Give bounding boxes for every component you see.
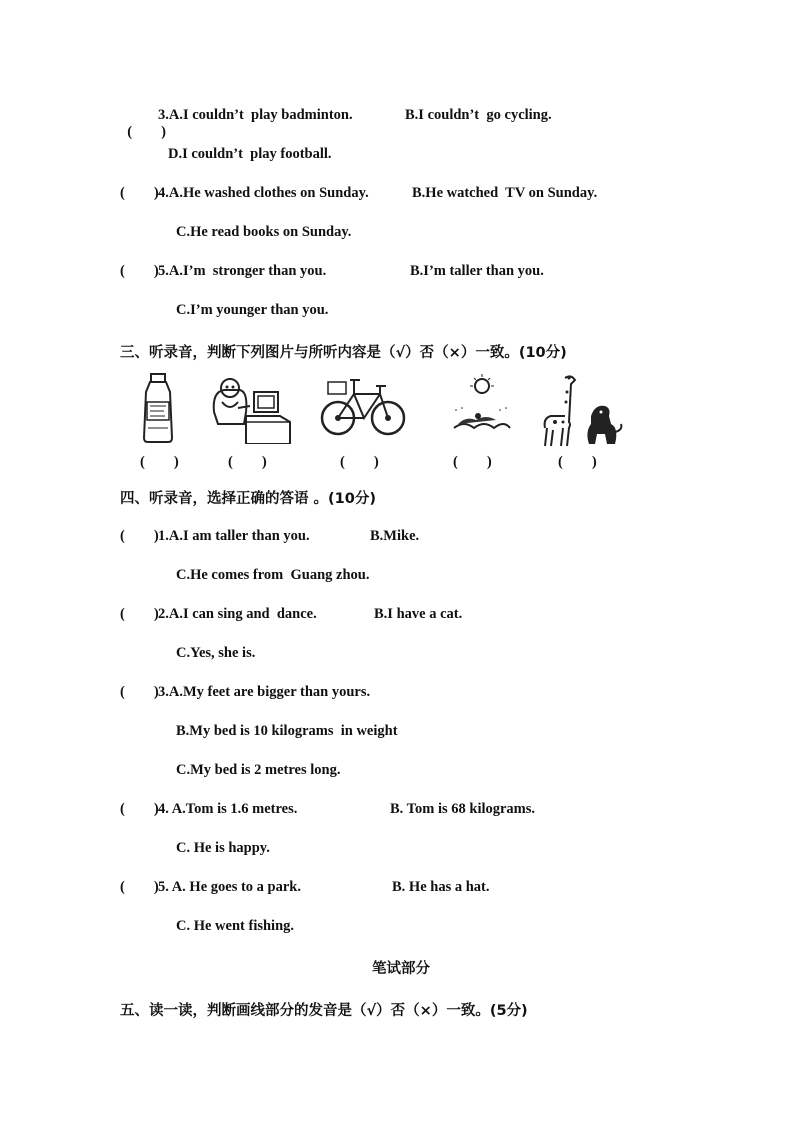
answer-paren[interactable]: ( ) <box>120 879 159 895</box>
q3-option-d: D.I couldn’t play football. <box>168 146 332 162</box>
answer-paren[interactable]: ( ) <box>340 454 379 470</box>
q5-option-a: 5.A.I’m stronger than you. <box>158 263 327 279</box>
answer-paren[interactable]: ( ) <box>120 684 159 700</box>
answer-paren[interactable]: ( ) <box>120 801 159 817</box>
answer-paren[interactable]: ( ) <box>120 263 159 279</box>
s4-q5-option-a: 5. A. He goes to a park. <box>158 879 301 895</box>
s4-q3-option-a: 3.A.My feet are bigger than yours. <box>158 684 371 700</box>
written-part-title: 笔试部分 <box>372 961 430 977</box>
s4-q2-option-b: B.I have a cat. <box>374 606 463 622</box>
s4-q3-option-b: B.My bed is 10 kilograms in weight <box>176 723 398 739</box>
answer-paren[interactable]: ( ) <box>127 124 166 140</box>
answer-paren[interactable]: ( ) <box>558 454 597 470</box>
section3-title: 三、听录音，判断下列图片与所听内容是（√）否（×）一致。(10分) <box>120 345 567 361</box>
s4-q5-option-b: B. He has a hat. <box>392 879 490 895</box>
answer-paren[interactable]: ( ) <box>453 454 492 470</box>
q4-option-c: C.He read books on Sunday. <box>176 224 352 240</box>
answer-paren[interactable]: ( ) <box>228 454 267 470</box>
answer-paren[interactable]: ( ) <box>120 528 159 544</box>
s4-q2-option-c: C.Yes, she is. <box>176 645 256 661</box>
answer-paren[interactable]: ( ) <box>140 454 179 470</box>
answer-paren[interactable]: ( ) <box>120 185 159 201</box>
section5-title: 五、读一读，判断画线部分的发音是（√）否（×）一致。(5分) <box>120 1003 528 1019</box>
q4-option-b: B.He watched TV on Sunday. <box>412 185 598 201</box>
s4-q2-option-a: 2.A.I can sing and dance. <box>158 606 317 622</box>
s4-q5-option-c: C. He went fishing. <box>176 918 295 934</box>
q3-option-b: B.I couldn’t go cycling. <box>405 107 552 123</box>
s4-q3-option-c: C.My bed is 2 metres long. <box>176 762 341 778</box>
giraffe-dog-icon <box>535 372 625 448</box>
s4-q1-option-a: 1.A.I am taller than you. <box>158 528 310 544</box>
q5-option-b: B.I’m taller than you. <box>410 263 544 279</box>
s4-q1-option-b: B.Mike. <box>370 528 420 544</box>
sun-swimming-icon <box>448 372 514 438</box>
q4-option-a: 4.A.He washed clothes on Sunday. <box>158 185 369 201</box>
picture-row <box>130 372 630 472</box>
s4-q4-option-b: B. Tom is 68 kilograms. <box>390 801 536 817</box>
bicycle-icon <box>320 372 406 438</box>
s4-q4-option-c: C. He is happy. <box>176 840 270 856</box>
monkey-computer-icon <box>210 372 294 444</box>
water-bottle-icon <box>138 372 178 444</box>
section4-title: 四、听录音，选择正确的答语 。(10分) <box>120 491 376 507</box>
answer-paren[interactable]: ( ) <box>120 606 159 622</box>
s4-q4-option-a: 4. A.Tom is 1.6 metres. <box>158 801 298 817</box>
s4-q1-option-c: C.He comes from Guang zhou. <box>176 567 370 583</box>
q5-option-c: C.I’m younger than you. <box>176 302 329 318</box>
q3-option-a: 3.A.I couldn’t play badminton. <box>158 107 353 123</box>
